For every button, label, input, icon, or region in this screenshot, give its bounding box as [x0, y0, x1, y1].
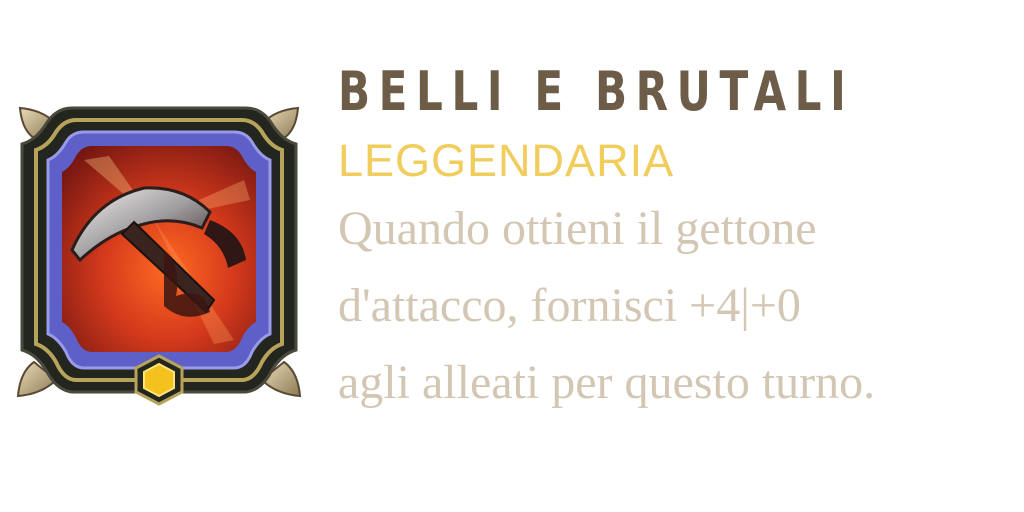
- description-line: d'attacco, fornisci +4|+0: [338, 279, 801, 332]
- description-line: agli alleati per questo turno.: [338, 356, 876, 409]
- augment-description: [338, 190, 1018, 421]
- hexagon-gem-icon: [136, 356, 182, 404]
- augment-icon-graphic: [14, 100, 304, 410]
- description-line: Quando ottieni il gettone: [338, 202, 817, 255]
- augment-title: BELLI E BRUTALI: [338, 60, 855, 123]
- augment-text-panel: [338, 58, 1018, 421]
- augment-icon: [14, 100, 304, 410]
- augment-rarity: LEGGENDARIA: [338, 135, 675, 186]
